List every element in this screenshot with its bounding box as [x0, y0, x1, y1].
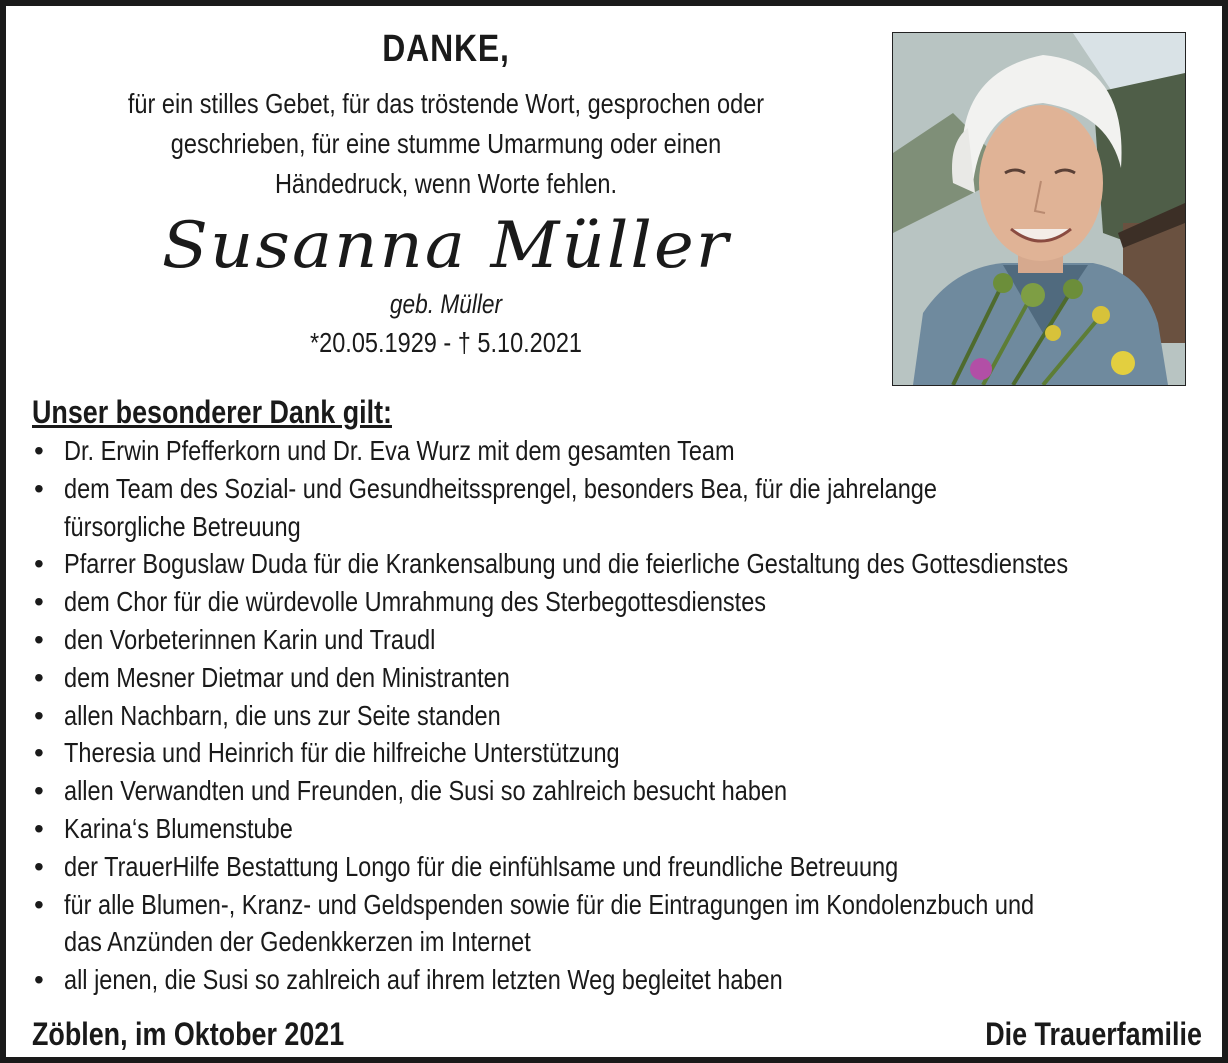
bullet-icon: • [34, 548, 44, 580]
bullet-icon: • [34, 699, 44, 731]
list-item-continuation [32, 923, 1222, 961]
list-item [32, 886, 1222, 924]
list-item [32, 432, 1222, 470]
intro-line: Händedruck, wenn Worte fehlen. [274, 168, 618, 199]
bullet-icon: • [34, 586, 44, 618]
list-item-text: das Anzünden der Gedenkkerzen im Internet [64, 926, 531, 958]
list-item [32, 583, 1222, 621]
bullet-icon: • [34, 435, 44, 466]
bullet-icon: • [34, 775, 44, 807]
portrait-photo [892, 32, 1186, 386]
birth-name: geb. Müller [389, 289, 503, 319]
bullet-icon: • [34, 964, 44, 996]
list-item-text: Dr. Erwin Pfefferkorn und Dr. Eva Wurz mit dem gesamten Team [64, 435, 735, 466]
list-item-text: dem Mesner Dietmar und den Ministranten [64, 661, 510, 693]
bullet-icon: • [34, 623, 44, 655]
list-item-text: dem Team des Sozial- und Gesundheitssprengel, besonders Bea, für die jahrelange [64, 472, 937, 504]
list-item-text: Theresia und Heinrich für die hilfreiche Unterstützung [64, 737, 620, 769]
list-item [32, 545, 1222, 583]
bullet-icon: • [34, 888, 44, 920]
list-item-text: allen Verwandten und Freunden, die Susi so zahlreich besucht haben [64, 775, 788, 807]
list-item [32, 734, 1222, 772]
intro-section [26, 26, 866, 364]
list-item-text: fürsorgliche Betreuung [64, 510, 301, 542]
thanks-section [32, 392, 1222, 999]
list-item-text: der TrauerHilfe Bestattung Longo für die einfühlsame und freundliche Betreuung [64, 850, 899, 882]
thanks-title: DANKE, [382, 28, 510, 70]
intro-text [93, 84, 799, 204]
bullet-icon: • [34, 737, 44, 769]
list-item [32, 772, 1222, 810]
list-item-text: allen Nachbarn, die uns zur Seite standen [64, 699, 501, 731]
list-item [32, 621, 1222, 659]
bullet-icon: • [34, 812, 44, 844]
list-item [32, 659, 1222, 697]
list-item-text: für alle Blumen-, Kranz- und Geldspenden sowie für die Eintragungen im Kondolenzbuch und [64, 888, 1035, 920]
thanks-heading: Unser besonderer Dank gilt: [32, 394, 392, 430]
bullet-icon: • [34, 661, 44, 693]
bullet-icon: • [34, 472, 44, 504]
signature: Die Trauerfamilie [985, 1016, 1202, 1052]
list-item-text: Pfarrer Boguslaw Duda für die Krankensalbung und die feierliche Gestaltung des Gottesdienstes [64, 548, 1069, 580]
bullet-icon: • [34, 850, 44, 882]
list-item-text: all jenen, die Susi so zahlreich auf ihrem letzten Weg begleitet haben [64, 964, 783, 996]
list-item-text: den Vorbeterinnen Karin und Traudl [64, 623, 436, 655]
list-item-continuation [32, 508, 1222, 546]
list-item-text: Karina‘s Blumenstube [64, 812, 293, 844]
list-item [32, 697, 1222, 735]
list-item [32, 470, 1222, 508]
intro-line: für ein stilles Gebet, für das tröstende Wort, gesprochen oder [127, 88, 765, 119]
thanks-list [32, 432, 1222, 999]
list-item [32, 810, 1222, 848]
portrait-illustration [893, 33, 1185, 385]
place-date: Zöblen, im Oktober 2021 [32, 1016, 345, 1052]
deceased-name: Susanna Müller [161, 209, 731, 283]
intro-line: geschrieben, für eine stumme Umarmung oder einen [170, 128, 722, 159]
life-dates: *20.05.1929 - † 5.10.2021 [309, 327, 583, 358]
list-item-text: dem Chor für die würdevolle Umrahmung des Sterbegottesdienstes [64, 586, 767, 618]
list-item [32, 848, 1222, 886]
list-item [32, 961, 1222, 999]
